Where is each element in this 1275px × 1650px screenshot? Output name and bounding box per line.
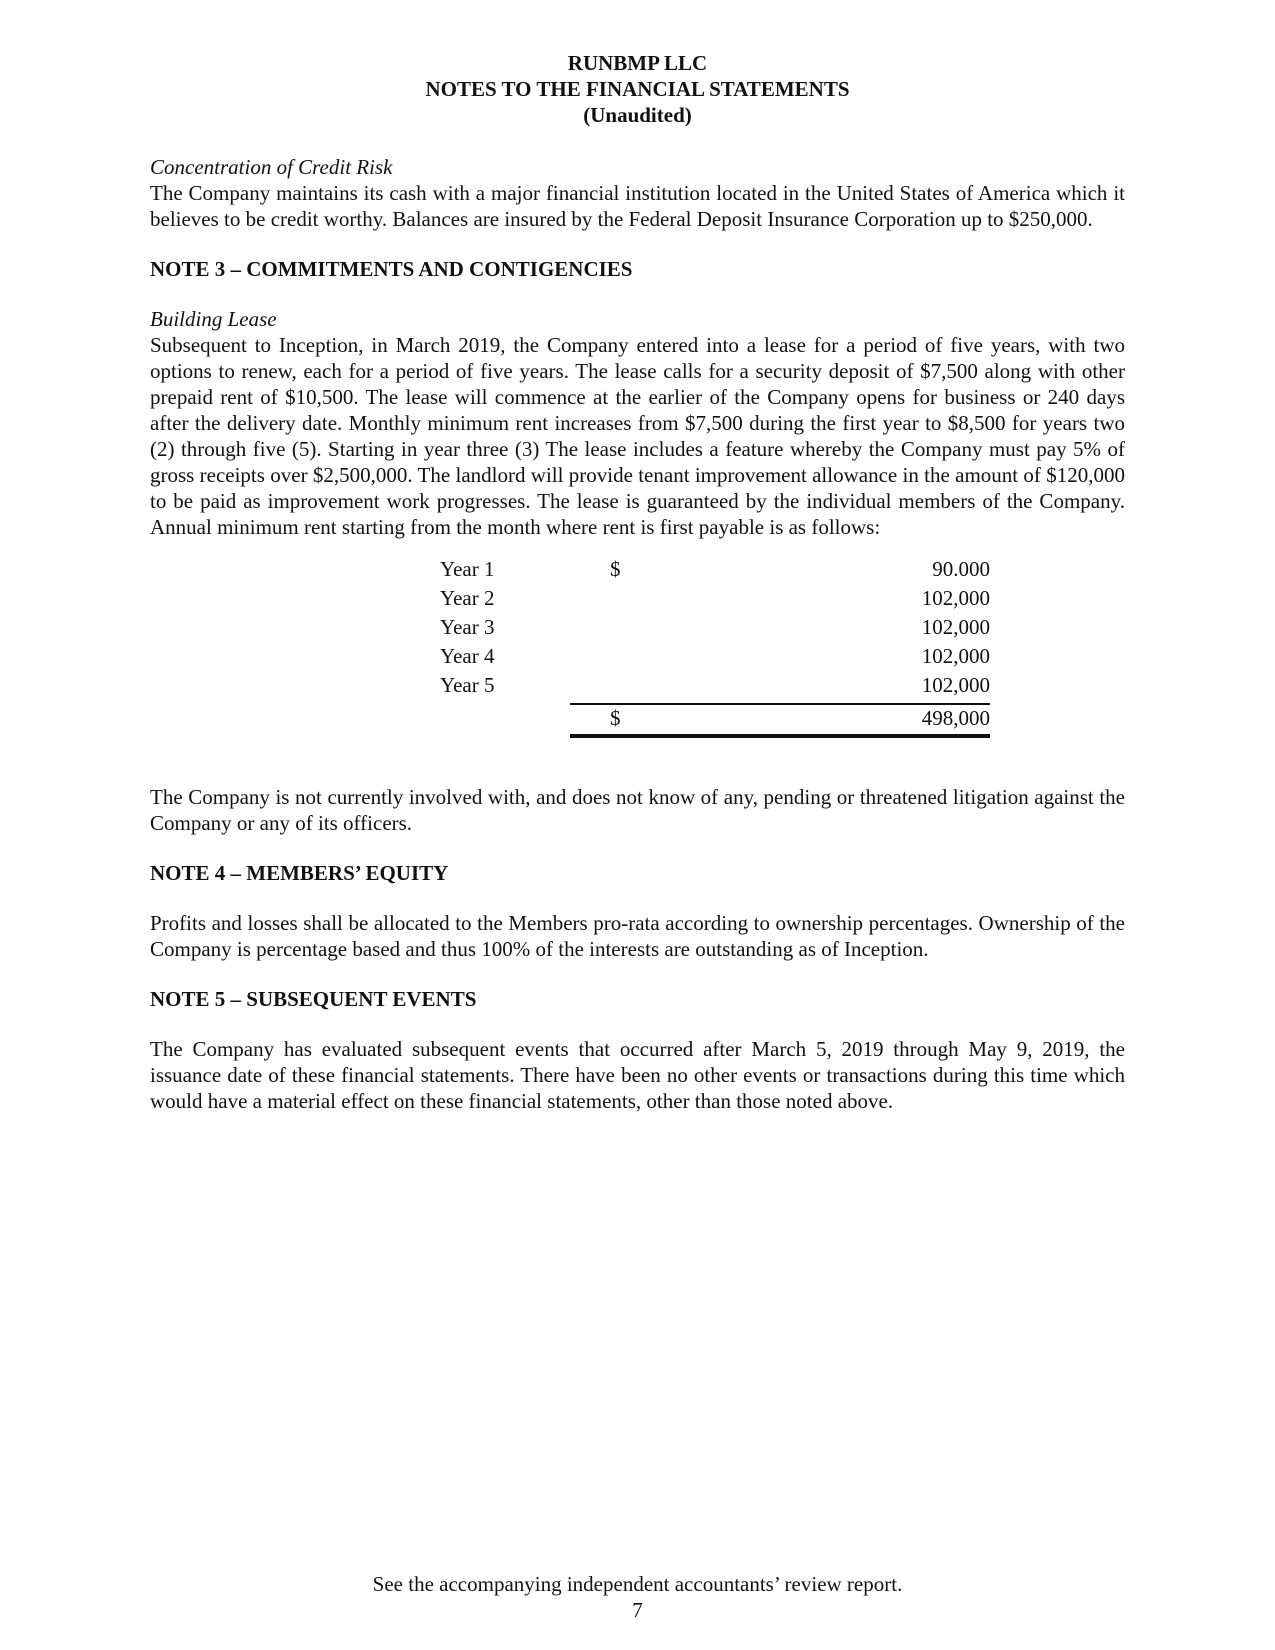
credit-risk-heading: Concentration of Credit Risk — [150, 155, 393, 179]
note5-heading: NOTE 5 – SUBSEQUENT EVENTS — [150, 987, 477, 1011]
rent-amount: 102,000 — [921, 586, 990, 610]
building-lease-paragraph: Subsequent to Inception, in March 2019, the Company entered into a lease for a period of five years, with two options to renew, each for a period of five years. The lease calls for a security deposit of $7,500 along with other prepaid rent of $10,500. The lease will commence at the earlier of the Company opens for business or 240 days after the delivery date. Monthly minimum rent increases from $7,500 during the first year to $8,500 for years two (2) through five (5). Starting in year three (3) The lease includes a feature whereby the Company must pay 5% of gross receipts over $2,500,000. The landlord will provide tenant improvement allowance in the amount of $120,000 to be paid as improvement work progresses. The lease is guaranteed by the individual members of the Company. Annual minimum rent starting from the month where rent is first payable is as follows: — [150, 333, 1125, 539]
page-title: NOTES TO THE FINANCIAL STATEMENTS — [425, 77, 850, 101]
note4-heading: NOTE 4 – MEMBERS’ EQUITY — [150, 861, 449, 885]
subsequent-events-paragraph: The Company has evaluated subsequent events that occurred after March 5, 2019 through May 9, 2019, the issuance date of these financial statements. There have been no other events or transactions during this time which would have a material effect on these financial statements, other than those noted above. — [150, 1037, 1125, 1113]
members-equity-paragraph: Profits and losses shall be allocated to the Members pro-rata according to ownership percentages. Ownership of the Company is percentage based and thus 100% of the interests are outstanding as of Inception. — [150, 911, 1125, 961]
table-row — [150, 585, 1125, 615]
rent-year-label: Year 4 — [440, 644, 495, 668]
litigation-paragraph: The Company is not currently involved with, and does not know of any, pending or threatened litigation against the Company or any of its officers. — [150, 785, 1125, 835]
rent-amount: 102,000 — [921, 644, 990, 668]
note3-heading: NOTE 3 – COMMITMENTS AND CONTIGENCIES — [150, 257, 633, 281]
rent-year-label: Year 5 — [440, 673, 495, 697]
currency-symbol: $ — [610, 557, 621, 581]
rent-schedule-table — [150, 556, 1125, 756]
page-number: 7 — [632, 1598, 643, 1622]
rent-total-amount: 498,000 — [921, 706, 990, 730]
rent-amount: 102,000 — [921, 615, 990, 639]
credit-risk-paragraph: The Company maintains its cash with a major financial institution located in the United States of America which it believes to be credit worthy. Balances are insured by the Federal Deposit Insurance Corporation up to $250,000. — [150, 181, 1125, 231]
rent-amount: 90.000 — [932, 557, 990, 581]
rent-year-label: Year 3 — [440, 615, 495, 639]
table-row — [150, 556, 1125, 586]
total-row — [150, 705, 1125, 735]
rent-year-label: Year 1 — [440, 557, 495, 581]
total-double-rule — [570, 734, 990, 738]
table-row — [150, 672, 1125, 702]
page-subtitle: (Unaudited) — [583, 103, 692, 127]
company-name: RUNBMP LLC — [567, 51, 708, 75]
rent-year-label: Year 2 — [440, 586, 495, 610]
building-lease-heading: Building Lease — [150, 307, 277, 331]
currency-symbol: $ — [610, 706, 621, 730]
document-header — [0, 50, 1275, 128]
document-body — [150, 154, 1125, 1114]
page-footer — [0, 1571, 1275, 1623]
review-report-note: See the accompanying independent accountants’ review report. — [372, 1572, 903, 1596]
rent-amount: 102,000 — [921, 673, 990, 697]
table-row — [150, 614, 1125, 644]
table-row — [150, 643, 1125, 673]
